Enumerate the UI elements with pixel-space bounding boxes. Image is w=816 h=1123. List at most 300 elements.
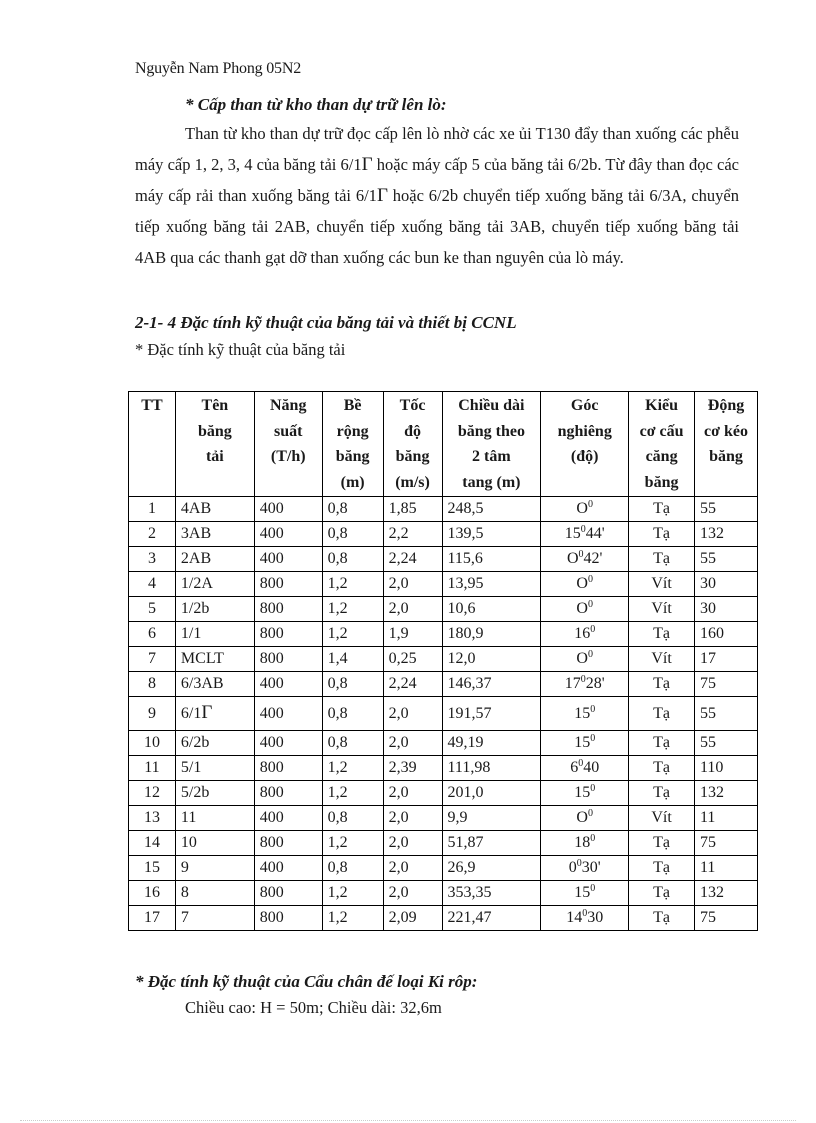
- value-length: 146,37: [447, 675, 492, 692]
- cell-name: [175, 831, 254, 856]
- conveyor-name: 11: [180, 809, 197, 826]
- value-speed: 2,0: [388, 784, 409, 801]
- row-number: 9: [147, 704, 156, 722]
- column-header-line: (độ): [570, 448, 599, 465]
- conveyor-name: 3AB: [180, 525, 212, 542]
- cell-angle: [541, 622, 629, 647]
- degree-superscript: 0: [582, 908, 588, 919]
- table-row: [129, 497, 758, 522]
- cell-tt: [129, 572, 176, 597]
- cell-length: [442, 881, 541, 906]
- tension-type: Tạ: [653, 834, 671, 851]
- table-header-row: [129, 392, 758, 497]
- angle-minutes: 28': [585, 675, 605, 692]
- table-row: [129, 881, 758, 906]
- angle-degrees: 0: [568, 859, 577, 876]
- column-header: [383, 392, 442, 497]
- cell-speed: [383, 906, 442, 931]
- cell-speed: [383, 856, 442, 881]
- value-width: 0,8: [327, 525, 348, 542]
- degree-superscript: 0: [590, 624, 596, 635]
- section-subheading: * Đặc tính kỹ thuật của băng tải: [135, 340, 346, 359]
- cell-tt: [129, 672, 176, 697]
- conveyor-name: MCLT: [180, 650, 224, 667]
- cell-width: [322, 497, 383, 522]
- value-length: 139,5: [447, 525, 484, 542]
- value-cap: 800: [259, 759, 284, 776]
- angle-degrees: 15: [574, 704, 591, 722]
- cell-tension: [629, 856, 695, 881]
- column-header-line: băng theo: [457, 422, 525, 440]
- cell-name: [175, 806, 254, 831]
- value-speed: 2,0: [388, 704, 409, 722]
- value-length: 115,6: [447, 550, 483, 567]
- degree-superscript: 0: [587, 808, 593, 819]
- row-number: 15: [143, 859, 160, 876]
- cell-angle: [541, 906, 629, 931]
- row-number: 6: [147, 625, 156, 642]
- cell-width: [322, 806, 383, 831]
- cell-length: [442, 831, 541, 856]
- cell-tension: [629, 756, 695, 781]
- column-header-line: nghiêng: [557, 422, 612, 440]
- cell-tt: [129, 856, 176, 881]
- angle-minutes: 30': [581, 859, 601, 876]
- cell-name: [175, 522, 254, 547]
- section-heading: 2-1- 4 Đặc tính kỹ thuật của băng tải và thiết bị CCNL: [135, 313, 517, 332]
- table-row: [129, 672, 758, 697]
- value-speed: 2,24: [388, 675, 417, 692]
- tension-type: Tạ: [653, 525, 671, 542]
- tension-type: Tạ: [653, 500, 671, 517]
- cell-angle: [541, 881, 629, 906]
- angle-degrees: O: [576, 500, 588, 517]
- column-header-line: độ: [404, 422, 421, 440]
- column-header-line: băng: [197, 422, 232, 440]
- angle-degrees: O: [576, 575, 588, 592]
- cell-name: [175, 906, 254, 931]
- cell-angle: [541, 806, 629, 831]
- cell-length: [442, 697, 541, 731]
- value-width: 1,2: [327, 759, 348, 776]
- column-header: [695, 392, 758, 497]
- degree-superscript: 0: [590, 733, 596, 744]
- table-row: [129, 547, 758, 572]
- cell-cap: [254, 497, 322, 522]
- row-number: 12: [143, 784, 160, 801]
- tension-type: Tạ: [653, 784, 671, 801]
- cell-angle: [541, 647, 629, 672]
- value-width: 1,2: [327, 834, 348, 851]
- cell-tension: [629, 881, 695, 906]
- cell-length: [442, 731, 541, 756]
- conveyor-name: 5/1: [180, 759, 202, 776]
- conveyor-name: 4AB: [180, 500, 212, 517]
- column-header: [254, 392, 322, 497]
- motor-power: 55: [700, 550, 717, 567]
- angle-degrees: 15: [574, 784, 591, 801]
- cell-tension: [629, 597, 695, 622]
- cell-width: [322, 572, 383, 597]
- cell-angle: [541, 547, 629, 572]
- angle-degrees: O: [576, 809, 588, 826]
- tension-type: Vít: [651, 650, 672, 667]
- cell-name: [175, 647, 254, 672]
- degree-superscript: 0: [580, 674, 586, 685]
- cell-speed: [383, 497, 442, 522]
- value-width: 0,8: [327, 734, 348, 751]
- row-number: 14: [143, 834, 160, 851]
- conveyor-name: 5/2b: [180, 784, 210, 801]
- subheading: * Cấp than từ kho than dự trữ lên lò:: [185, 95, 447, 114]
- degree-superscript: 0: [580, 524, 586, 535]
- cell-tt: [129, 831, 176, 856]
- value-length: 353,35: [447, 884, 492, 901]
- cell-cap: [254, 672, 322, 697]
- cell-name: [175, 731, 254, 756]
- cell-name: [175, 672, 254, 697]
- value-speed: 2,39: [388, 759, 417, 776]
- row-number: 11: [144, 759, 160, 776]
- cell-width: [322, 672, 383, 697]
- cell-length: [442, 572, 541, 597]
- column-header: [629, 392, 695, 497]
- value-speed: 2,0: [388, 809, 409, 826]
- cell-length: [442, 856, 541, 881]
- cell-speed: [383, 806, 442, 831]
- cell-motor: [695, 672, 758, 697]
- table-row: [129, 856, 758, 881]
- degree-superscript: 0: [590, 833, 596, 844]
- degree-superscript: 0: [587, 599, 593, 610]
- cell-length: [442, 806, 541, 831]
- table-row: [129, 522, 758, 547]
- cell-motor: [695, 806, 758, 831]
- conveyor-name: 8: [180, 884, 189, 901]
- value-width: 0,8: [327, 500, 348, 517]
- cell-speed: [383, 731, 442, 756]
- cell-motor: [695, 756, 758, 781]
- cell-tt: [129, 497, 176, 522]
- value-cap: 800: [259, 784, 284, 801]
- cell-tt: [129, 647, 176, 672]
- value-length: 191,57: [447, 704, 492, 722]
- cell-width: [322, 831, 383, 856]
- tension-type: Tạ: [653, 884, 671, 901]
- value-speed: 2,0: [388, 884, 409, 901]
- column-header-line: Bề: [343, 397, 362, 414]
- column-header: [129, 392, 176, 497]
- table-row: [129, 622, 758, 647]
- motor-power: 30: [700, 575, 717, 592]
- value-length: 10,6: [447, 600, 476, 617]
- tension-type: Vít: [651, 600, 672, 617]
- motor-power: 55: [700, 734, 717, 751]
- cell-speed: [383, 781, 442, 806]
- cell-tt: [129, 806, 176, 831]
- angle-degrees: 17: [564, 675, 581, 692]
- cell-motor: [695, 647, 758, 672]
- cell-name: [175, 781, 254, 806]
- cell-motor: [695, 572, 758, 597]
- angle-degrees: O: [566, 550, 579, 567]
- tension-type: Vít: [651, 809, 672, 826]
- cell-angle: [541, 497, 629, 522]
- cell-speed: [383, 881, 442, 906]
- cell-tt: [129, 756, 176, 781]
- row-number: 10: [143, 734, 160, 751]
- value-width: 1,2: [327, 784, 348, 801]
- motor-power: 75: [700, 834, 717, 851]
- cell-cap: [254, 831, 322, 856]
- value-length: 12,0: [447, 650, 476, 667]
- column-header-line: Động: [707, 397, 745, 414]
- value-cap: 800: [259, 625, 284, 642]
- cell-cap: [254, 906, 322, 931]
- value-cap: 400: [259, 809, 284, 826]
- conveyor-name: 10: [180, 834, 197, 851]
- page-header: Nguyễn Nam Phong 05N2: [135, 60, 302, 77]
- value-length: 13,95: [447, 575, 484, 592]
- cell-cap: [254, 522, 322, 547]
- column-header-line: (T/h): [270, 448, 306, 465]
- cell-width: [322, 731, 383, 756]
- angle-degrees: 14: [566, 909, 583, 926]
- angle-degrees: O: [576, 650, 588, 667]
- cell-length: [442, 547, 541, 572]
- cell-tension: [629, 622, 695, 647]
- cell-cap: [254, 647, 322, 672]
- cell-tension: [629, 731, 695, 756]
- conveyor-name: 1/2b: [180, 600, 210, 617]
- footer-divider: [20, 1120, 796, 1121]
- value-speed: 2,24: [388, 550, 417, 567]
- cell-motor: [695, 831, 758, 856]
- cell-speed: [383, 597, 442, 622]
- value-cap: 800: [259, 575, 284, 592]
- cell-tension: [629, 547, 695, 572]
- value-cap: 400: [259, 734, 284, 751]
- value-cap: 400: [259, 500, 284, 517]
- angle-degrees: O: [576, 600, 588, 617]
- value-length: 248,5: [447, 500, 484, 517]
- value-cap: 800: [259, 884, 284, 901]
- cell-width: [322, 697, 383, 731]
- value-speed: 2,2: [388, 525, 409, 542]
- cell-tt: [129, 881, 176, 906]
- table-row: [129, 831, 758, 856]
- cell-name: [175, 856, 254, 881]
- row-number: 13: [143, 809, 160, 826]
- motor-power: 17: [700, 650, 717, 667]
- column-header-line: băng: [709, 448, 743, 465]
- cell-tt: [129, 731, 176, 756]
- cell-cap: [254, 697, 322, 731]
- angle-degrees: 18: [574, 834, 591, 851]
- cell-name: [175, 881, 254, 906]
- column-header-line: Tốc: [399, 397, 426, 414]
- table-body: [129, 497, 758, 931]
- column-header-line: tang (m): [462, 473, 521, 491]
- cell-width: [322, 547, 383, 572]
- table-row: [129, 906, 758, 931]
- column-header-line: Góc: [570, 397, 599, 414]
- cell-name: [175, 622, 254, 647]
- cell-cap: [254, 856, 322, 881]
- cell-angle: [541, 781, 629, 806]
- cell-angle: [541, 831, 629, 856]
- table-row: [129, 781, 758, 806]
- cell-angle: [541, 672, 629, 697]
- cell-tt: [129, 547, 176, 572]
- cell-name: [175, 597, 254, 622]
- cell-tension: [629, 697, 695, 731]
- degree-superscript: 0: [578, 758, 584, 769]
- row-number: 4: [147, 575, 156, 592]
- gamma-symbol: Γ: [361, 154, 373, 175]
- motor-power: 55: [700, 500, 717, 517]
- cell-cap: [254, 731, 322, 756]
- cell-tension: [629, 806, 695, 831]
- value-speed: 2,0: [388, 600, 409, 617]
- cell-length: [442, 781, 541, 806]
- row-number: 7: [147, 650, 156, 667]
- cell-tt: [129, 781, 176, 806]
- angle-minutes: 40: [583, 759, 600, 776]
- value-width: 0,8: [327, 704, 348, 722]
- gamma-symbol: Γ: [376, 185, 388, 206]
- conveyor-name: 9: [180, 859, 189, 876]
- column-header-line: rộng: [336, 422, 369, 440]
- column-header-line: suất: [274, 422, 303, 440]
- cell-cap: [254, 881, 322, 906]
- column-header-line: tải: [205, 448, 224, 465]
- table-row: [129, 647, 758, 672]
- column-header-line: Năng: [270, 397, 307, 414]
- paragraph-part-2: hoặc máy cấp 5 của băng tải 6/2b. Từ đây than đọc các máy cấp rải than xuống băng tải 6/1: [135, 155, 739, 205]
- cell-motor: [695, 597, 758, 622]
- value-length: 9,9: [447, 809, 468, 826]
- column-header-line: Chiều dài: [458, 397, 525, 414]
- cell-name: [175, 756, 254, 781]
- tension-type: Tạ: [653, 675, 671, 692]
- angle-degrees: 15: [574, 734, 591, 751]
- value-length: 180,9: [447, 625, 484, 642]
- cell-length: [442, 906, 541, 931]
- column-header-line: Tên: [201, 397, 229, 414]
- table-row: [129, 597, 758, 622]
- value-width: 1,2: [327, 909, 348, 926]
- tension-type: Tạ: [653, 550, 671, 567]
- cell-motor: [695, 781, 758, 806]
- cell-motor: [695, 881, 758, 906]
- row-number: 16: [143, 884, 160, 901]
- value-length: 201,0: [447, 784, 484, 801]
- cell-speed: [383, 672, 442, 697]
- cell-width: [322, 856, 383, 881]
- cell-motor: [695, 697, 758, 731]
- table-row: [129, 806, 758, 831]
- value-length: 51,87: [447, 834, 484, 851]
- cell-tt: [129, 906, 176, 931]
- value-cap: 800: [259, 909, 284, 926]
- tension-type: Tạ: [653, 704, 671, 722]
- value-width: 0,8: [327, 809, 348, 826]
- cell-cap: [254, 547, 322, 572]
- cell-cap: [254, 781, 322, 806]
- cell-tension: [629, 831, 695, 856]
- cell-tension: [629, 781, 695, 806]
- tension-type: Tạ: [653, 909, 671, 926]
- motor-power: 55: [700, 704, 717, 722]
- cell-tt: [129, 522, 176, 547]
- value-speed: 2,09: [388, 909, 417, 926]
- cell-tension: [629, 522, 695, 547]
- cell-speed: [383, 647, 442, 672]
- cell-speed: [383, 697, 442, 731]
- cell-width: [322, 597, 383, 622]
- cell-name: [175, 697, 254, 731]
- conveyor-spec-table: [128, 391, 758, 931]
- gamma-symbol: Γ: [201, 702, 213, 723]
- cell-tension: [629, 572, 695, 597]
- angle-minutes: 30: [587, 909, 604, 926]
- cell-speed: [383, 622, 442, 647]
- column-header-line: băng: [395, 448, 430, 465]
- cell-speed: [383, 756, 442, 781]
- table-row: [129, 572, 758, 597]
- column-header: [322, 392, 383, 497]
- cell-angle: [541, 856, 629, 881]
- cell-cap: [254, 572, 322, 597]
- degree-superscript: 0: [587, 649, 593, 660]
- conveyor-name: 2AB: [180, 550, 212, 567]
- value-cap: 400: [259, 550, 284, 567]
- column-header-line: băng: [335, 448, 370, 465]
- value-cap: 800: [259, 650, 284, 667]
- cell-angle: [541, 731, 629, 756]
- value-speed: 2,0: [388, 834, 409, 851]
- tension-type: Tạ: [653, 734, 671, 751]
- cell-cap: [254, 756, 322, 781]
- tension-type: Vít: [651, 575, 672, 592]
- cell-tension: [629, 647, 695, 672]
- crane-dimensions: Chiều cao: H = 50m; Chiều dài: 32,6m: [185, 998, 442, 1017]
- column-header: [442, 392, 541, 497]
- column-header-line: (m/s): [395, 473, 430, 491]
- cell-width: [322, 906, 383, 931]
- conveyor-name: 7: [180, 909, 189, 926]
- cell-width: [322, 756, 383, 781]
- motor-power: 75: [700, 675, 717, 692]
- cell-motor: [695, 497, 758, 522]
- table-row: [129, 756, 758, 781]
- value-length: 26,9: [447, 859, 476, 876]
- tension-type: Tạ: [653, 859, 671, 876]
- value-length: 111,98: [447, 759, 491, 776]
- table-row: [129, 697, 758, 731]
- column-header-line: cơ kéo: [704, 422, 748, 440]
- degree-superscript: 0: [578, 549, 584, 560]
- column-header: [541, 392, 629, 497]
- value-speed: 1,85: [388, 500, 417, 517]
- cell-width: [322, 647, 383, 672]
- cell-speed: [383, 547, 442, 572]
- cell-length: [442, 497, 541, 522]
- angle-degrees: 15: [564, 525, 581, 542]
- value-width: 1,2: [327, 575, 348, 592]
- cell-motor: [695, 906, 758, 931]
